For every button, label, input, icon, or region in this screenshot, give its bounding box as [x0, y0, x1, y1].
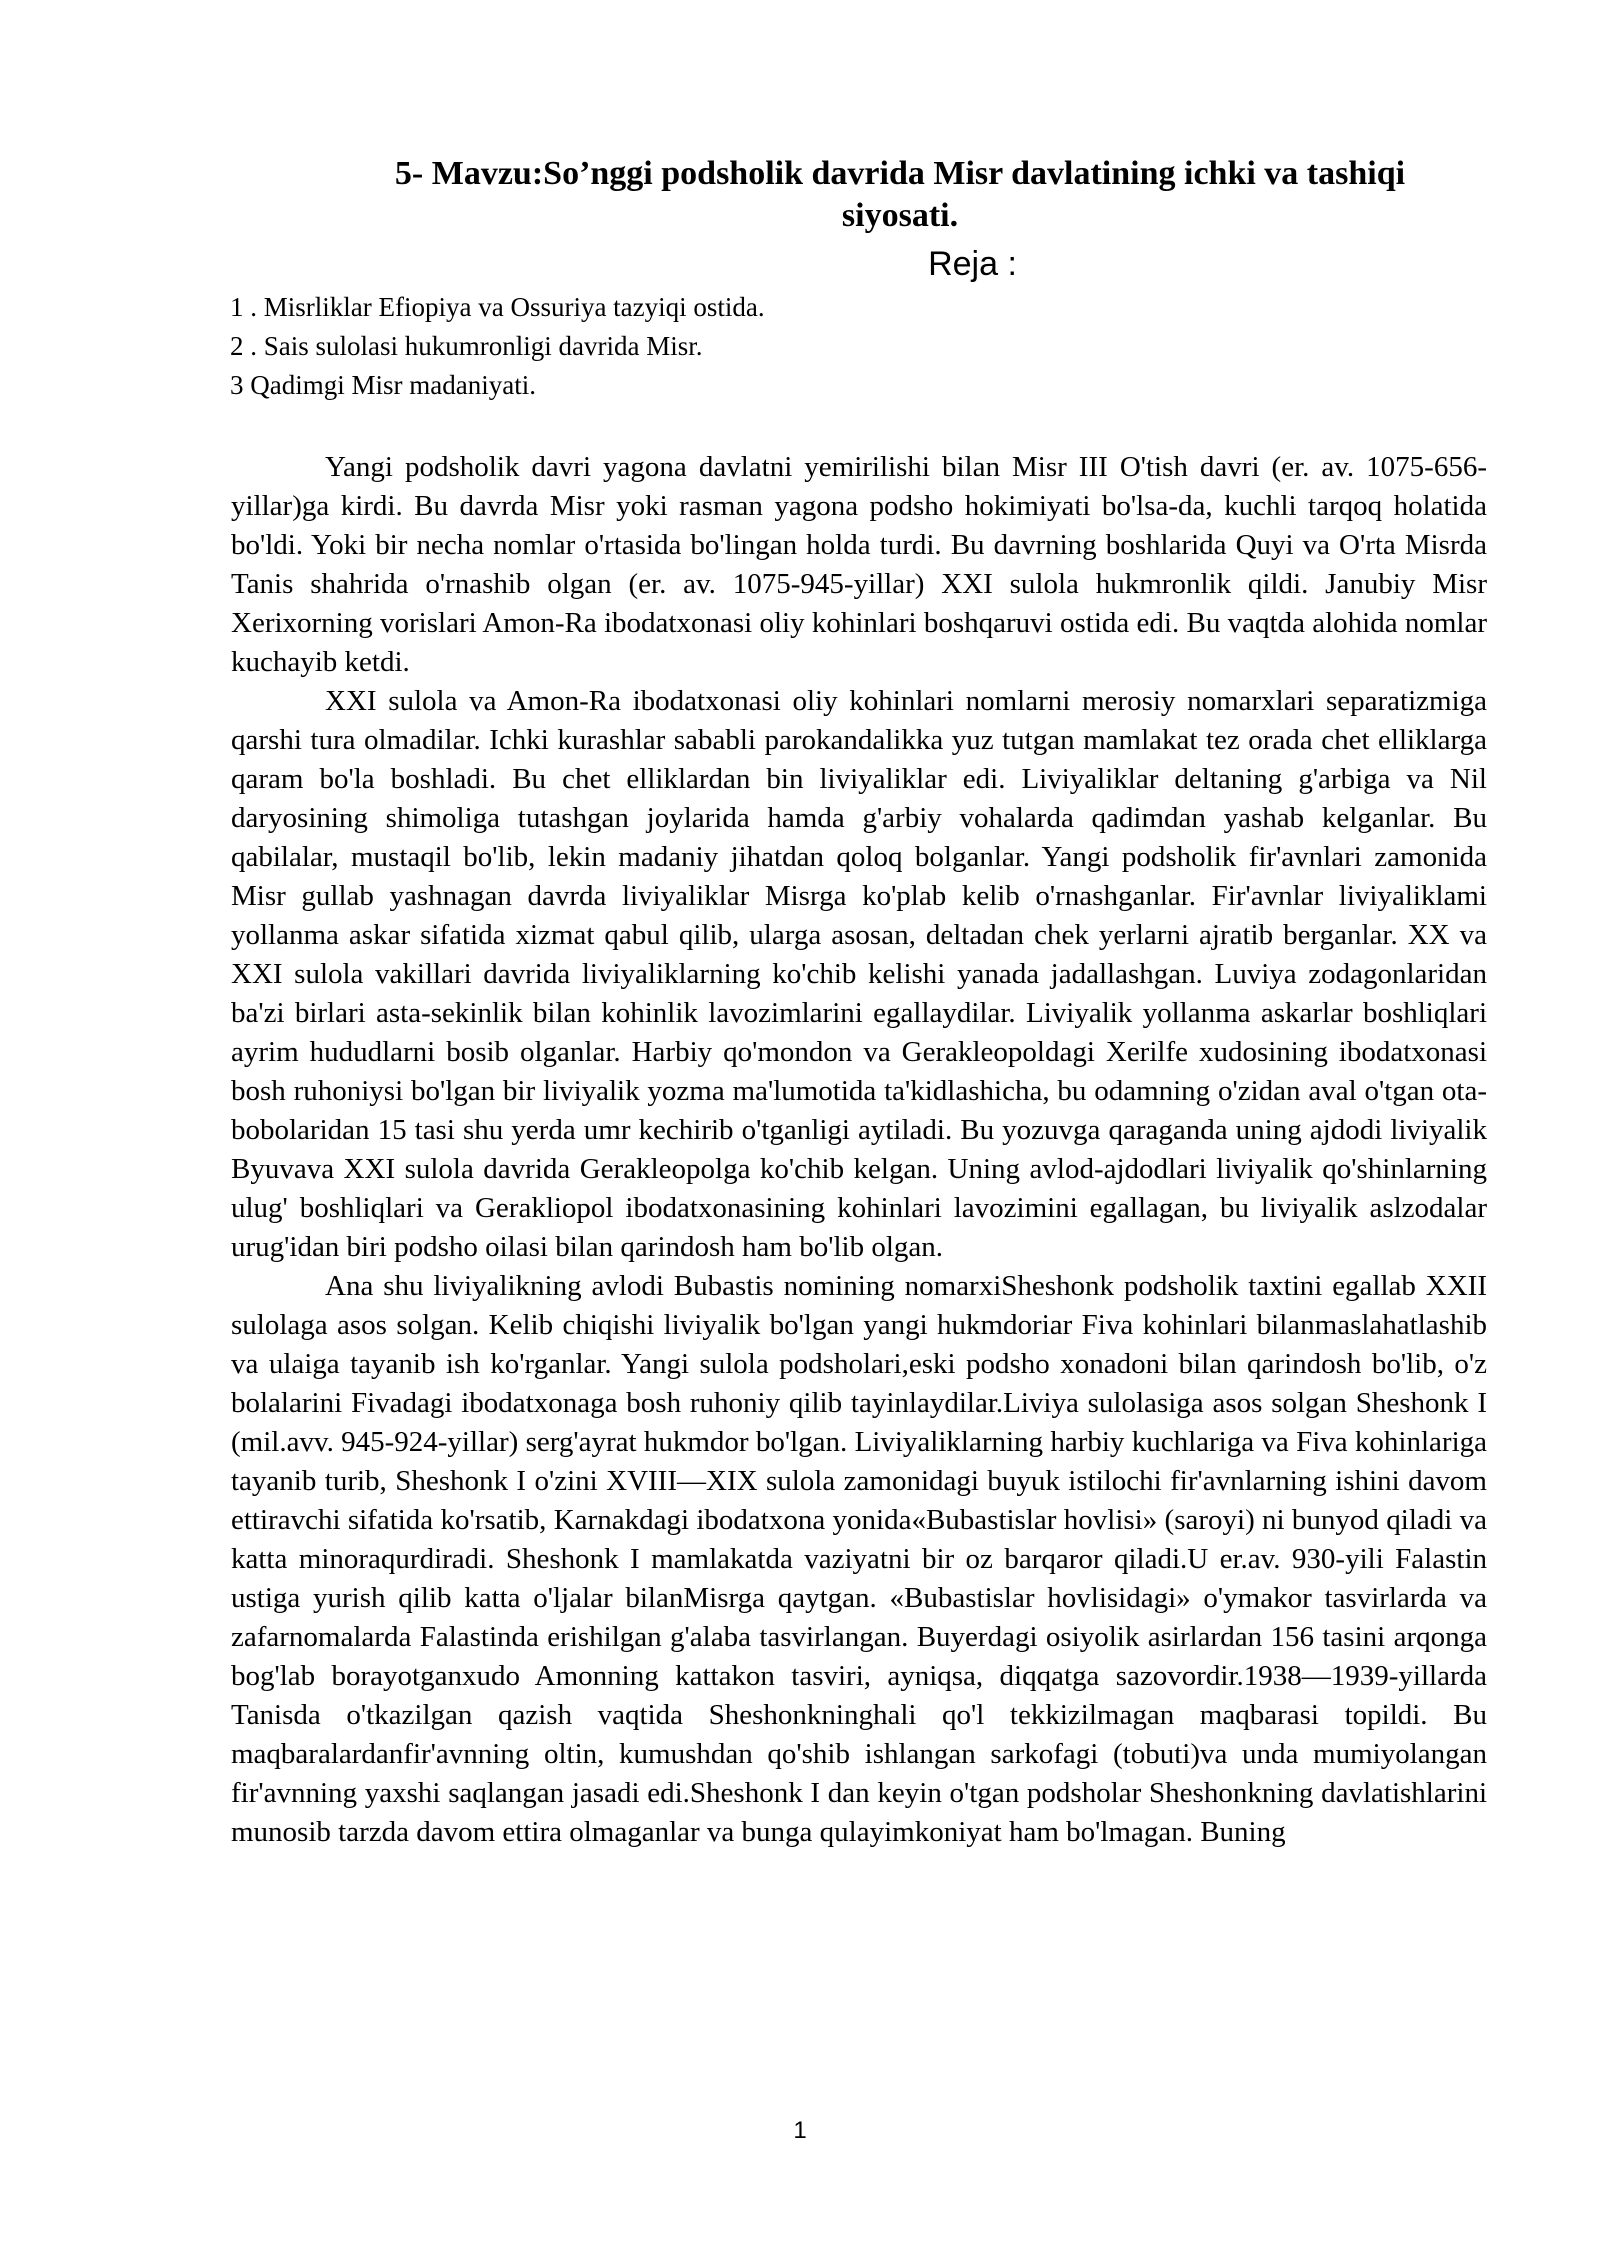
- paragraph-3: Ana shu liviyalikning avlodi Bubastis nomining nomarxiSheshonk podsholik taxtini egallab XXII sulolaga asos solgan. Kelib chiqishi liviyalik bo'lgan yangi hukmdoriar Fiva kohinlari bilanmaslahatlashib va ulaiga tayanib ish ko'rganlar. Yangi sulola podsholari,eski podsho xonadoni bilan qarindosh bo'lib, o'z bolalarini Fivadagi ibodatxonaga bosh ruhoniy qilib tayinlaydilar.Liviya sulolasiga asos solgan Sheshonk I (mil.avv. 945-924-yillar) serg'ayrat hukmdor bo'lgan. Liviyaliklarning harbiy kuchlariga va Fiva kohinlariga tayanib turib, Sheshonk I o'zini XVIII—XIX sulola zamonidagi buyuk istilochi fir'avnlarning ishini davom ettiravchi sifatida ko'rsatib, Karnakdagi ibodatxona yonida«Bubastislar hovlisi» (saroyi) ni bunyod qiladi va katta minoraqurdiradi. Sheshonk I mamlakatda vaziyatni bir oz barqaror qiladi.U er.av. 930-yili Falastin ustiga yurish qilib katta o'ljalar bilanMisrga qaytgan. «Bubastislar hovlisidagi» o'ymakor tasvirlarda va zafarnomalarda Falastinda erishilgan g'alaba tasvirlangan. Buyerdagi osiyolik asirlardan 156 tasini arqonga bog'lab borayotganxudo Amonning kattakon tasviri, ayniqsa, diqqatga sazovordir.1938—1939-yillarda Tanisda o'tkazilgan qazish vaqtida Sheshonkninghali qo'l tekkizilmagan maqbarasi topildi. Bu maqbaralardanfir'avnning oltin, kumushdan qo'shib ishlangan sarkofagi (tobuti)va unda mumiyolangan fir'avnning yaxshi saqlangan jasadi edi.Sheshonk I dan keyin o'tgan podsholar Sheshonkning davlatishlarini munosib tarzda davom ettira olmaganlar va bunga qulayimkoniyat ham bo'lmagan. Buning: [231, 1270, 1487, 1848]
- plan-item-1: 1 . Misrliklar Efiopiya va Ossuriya tazyiqi ostida.: [230, 292, 765, 322]
- body-text: [231, 448, 1487, 1852]
- title-line-1: 5- Mavzu:So’nggi podsholik davrida Misr davlatining ichki va tashiqi: [394, 155, 1406, 192]
- title-line-2: siyosati.: [841, 197, 959, 234]
- page-title: [300, 153, 1500, 237]
- paragraph-1: Yangi podsholik davri yagona davlatni yemirilishi bilan Misr III O'tish davri (er. av. 1075-656-yillar)ga kirdi. Bu davrda Misr yoki rasman yagona podsho hokimiyati bo'lsa-da, kuchli tarqoq holatida bo'ldi. Yoki bir necha nomlar o'rtasida bo'lingan holda turdi. Bu davrning boshlarida Quyi va O'rta Misrda Tanis shahrida o'rnashib olgan (er. av. 1075-945-yillar) XXI sulola hukmronlik qildi. Janubiy Misr Xerixorning vorislari Amon-Ra ibodatxonasi oliy kohinlari boshqaruvi ostida edi. Bu vaqtda alohida nomlar kuchayib ketdi.: [231, 451, 1487, 678]
- plan-list: [230, 288, 1330, 405]
- page-number: 1: [793, 2117, 807, 2144]
- plan-heading: Reja :: [928, 245, 1017, 283]
- plan-item-3: 3 Qadimgi Misr madaniyati.: [230, 370, 536, 400]
- plan-item-2: 2 . Sais sulolasi hukumronligi davrida Misr.: [230, 331, 703, 361]
- paragraph-2: XXI sulola va Amon-Ra ibodatxonasi oliy kohinlari nomlarni merosiy nomarxlari separatizmiga qarshi tura olmadilar. Ichki kurashlar sababli parokandalikka yuz tutgan mamlakat tez orada chet elliklarga qaram bo'la boshladi. Bu chet elliklardan bin liviyaliklar edi. Liviyaliklar deltaning g'arbiga va Nil daryosining shimoliga tutashgan joylarida hamda g'arbiy vohalarda qadimdan yashab kelganlar. Bu qabilalar, mustaqil bo'lib, lekin madaniy jihatdan qoloq bolganlar. Yangi podsholik fir'avnlari zamonida Misr gullab yashnagan davrda liviyaliklar Misrga ko'plab kelib o'rnashganlar. Fir'avnlar liviyaliklami yollanma askar sifatida xizmat qabul qilib, ularga asosan, deltadan chek yerlarni ajratib berganlar. XX va XXI sulola vakillari davrida liviyaliklarning ko'chib kelishi yanada jadallashgan. Luviya zodagonlaridan ba'zi birlari asta-sekinlik bilan kohinlik lavozimlarini egallaydilar. Liviyalik yollanma askarlar boshliqlari ayrim hududlarni bosib olganlar. Harbiy qo'mondon va Gerakleopoldagi Xerilfe xudosining ibodatxonasi bosh ruhoniysi bo'lgan bir liviyalik yozma ma'lumotida ta'kidlashicha, bu odamning o'zidan aval o'tgan ota-bobolaridan 15 tasi shu yerda umr kechirib o'tganligi aytiladi. Bu yozuvga qaraganda uning ajdodi liviyalik Byuvava XXI sulola davrida Gerakleopolga ko'chib kelgan. Uning avlod-ajdodlari liviyalik qo'shinlarning ulug' boshliqlari va Gerakliopol ibodatxonasining kohinlari lavozimini egallagan, bu liviyalik aslzodalar urug'idan biri podsho oilasi bilan qarindosh ham bo'lib olgan.: [231, 685, 1487, 1263]
